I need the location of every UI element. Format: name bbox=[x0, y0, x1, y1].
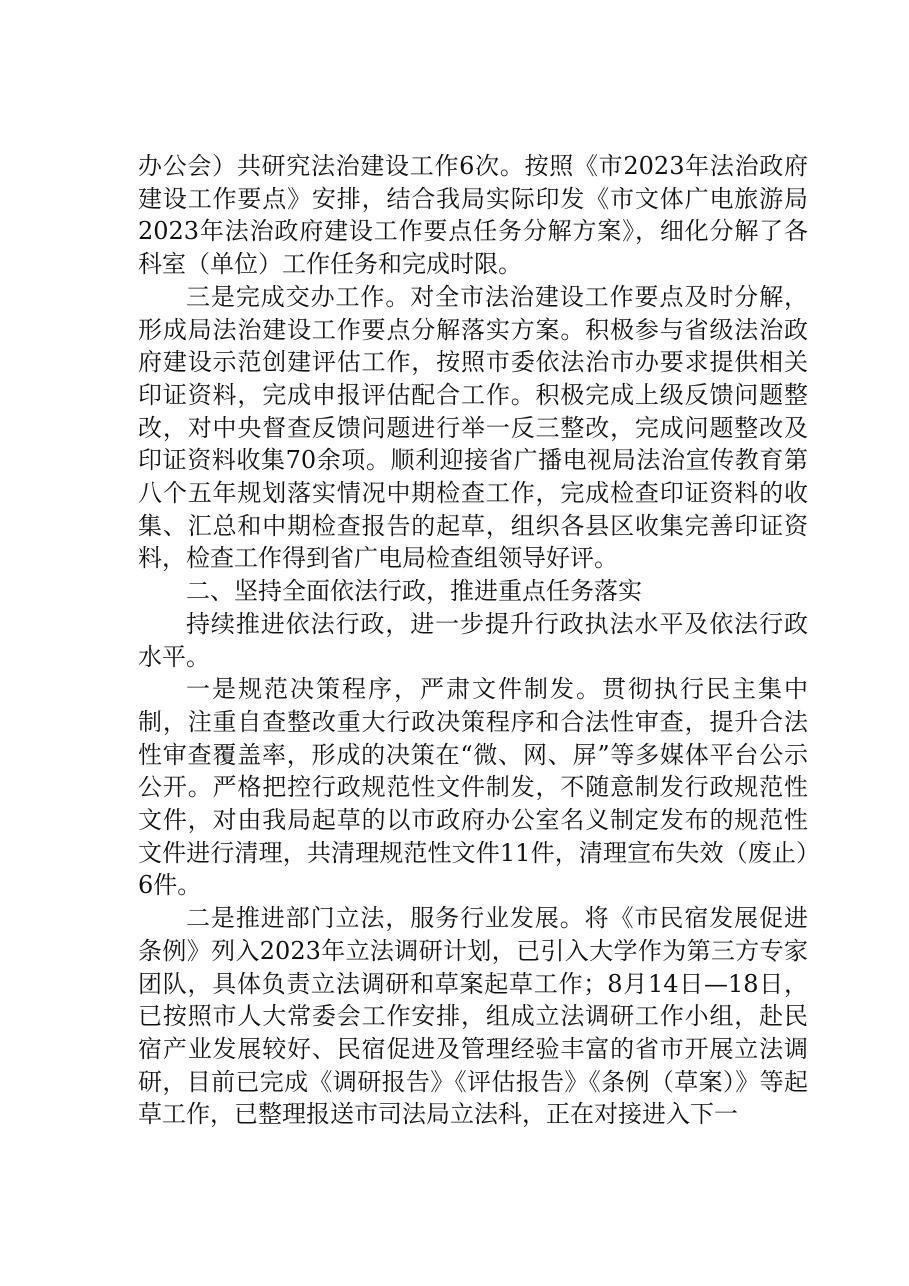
paragraph-administration-intro: 持续推进依法行政，进一步提升行政执法水平及依法行政水平。 bbox=[138, 609, 808, 671]
paragraph-department-legislation: 二是推进部门立法，服务行业发展。将《市民宿发展促进条例》列入2023年立法调研计划，已引入大学作为第三方专家团队，具体负责立法调研和草案起草工作；8月14日—18日，已按照市人大常委会工作安排，组成立法调研工作小组，赴民宿产业发展较好、民宿促进及管理经验丰富的省市开展立法调研，目前已完成《调研报告》《评估报告》《条例（草案）》等起草工作，已整理报送市司法局立法科，正在对接进入下一 bbox=[138, 904, 808, 1129]
section-heading-administration: 二、坚持全面依法行政，推进重点任务落实 bbox=[186, 577, 642, 606]
paragraph-meeting-summary: 办公会）共研究法治建设工作6次。按照《市2023年法治政府建设工作要点》安排，结合我局实际印发《市文体广电旅游局2023年法治政府建设工作要点任务分解方案》，细化分解了各科室（单位）工作任务和完成时限。 bbox=[138, 152, 808, 279]
paragraph-decision-procedure: 一是规范决策程序，严肃文件制发。贯彻执行民主集中制，注重自查整改重大行政决策程序和合法性审查，提升合法性审查覆盖率，形成的决策在“微、网、屏”等多媒体平台公示公开。严格把控行政规范性文件制发，不随意制发行政规范性文件，对由我局起草的以市政府办公室名义制定发布的规范性文件进行清理，共清理规范性文件11件，清理宣布失效（废止）6件。 bbox=[138, 675, 808, 900]
document-body bbox=[138, 150, 808, 1131]
paragraph-assigned-work: 三是完成交办工作。对全市法治建设工作要点及时分解，形成局法治建设工作要点分解落实方案。积极参与省级法治政府建设示范创建评估工作，按照市委依法治市办要求提供相关印证资料，完成申报评估配合工作。积极完成上级反馈问题整改，对中央督查反馈问题进行举一反三整改，完成问题整改及印证资料收集70余项。顺利迎接省广播电视局法治宣传教育第八个五年规划落实情况中期检查工作，完成检查印证资料的收集、汇总和中期检查报告的起草，组织各县区收集完善印证资料，检查工作得到省广电局检查组领导好评。 bbox=[138, 282, 808, 573]
